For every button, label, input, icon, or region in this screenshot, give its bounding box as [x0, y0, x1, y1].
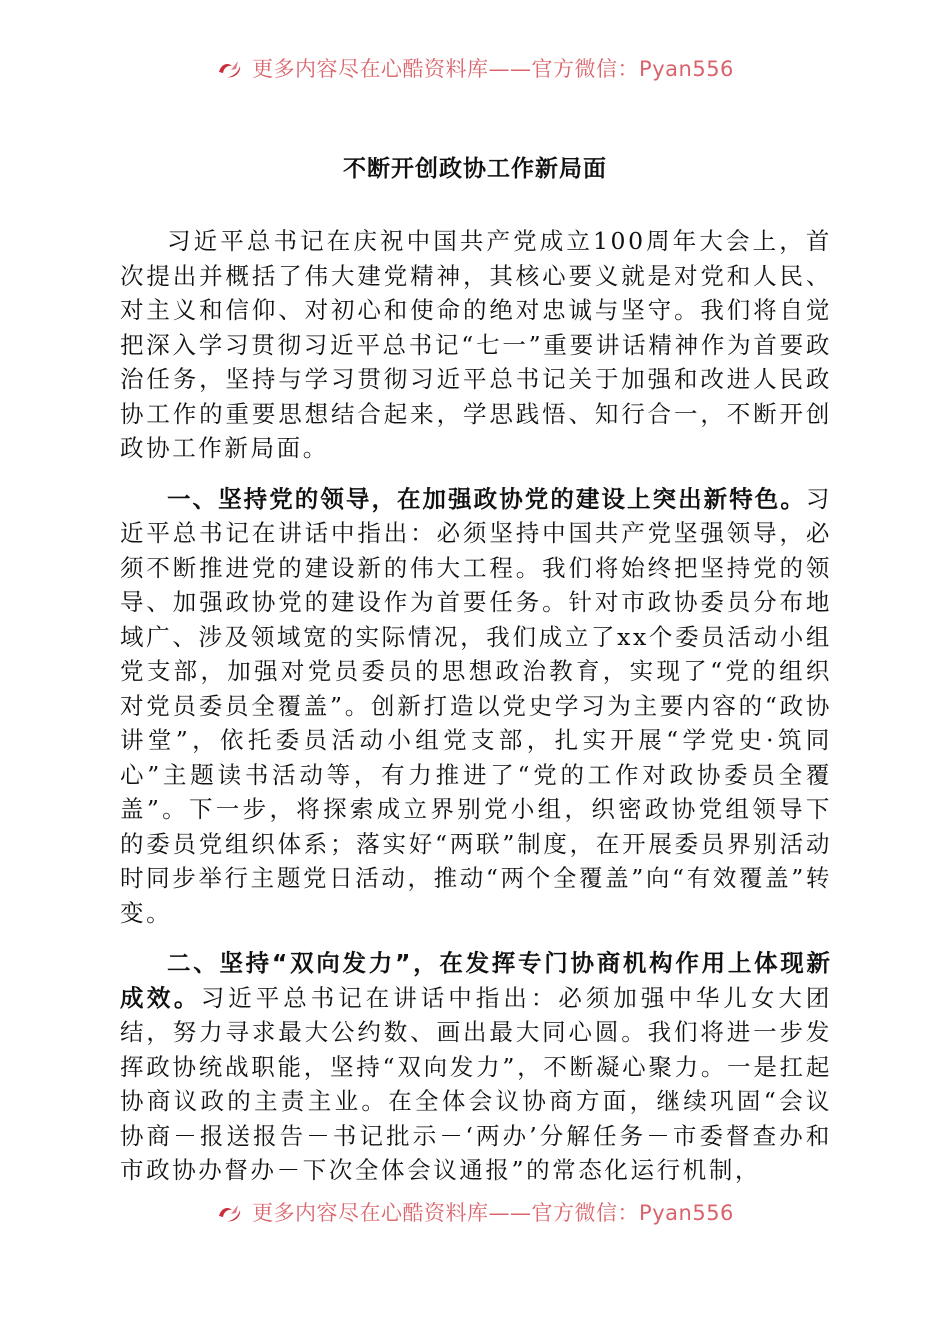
watermark-bottom	[0, 1200, 950, 1226]
paragraph-text: 习近平总书记在讲话中指出：必须坚持中国共产党坚强领导，必须不断推进党的建设新的伟大工程。我们将始终把坚持党的领导、加强政协党的建设作为首要任务。针对市政协委员分布地域广、涉及领域宽的实际情况，我们成立了xx个委员活动小组党支部，加强对党员委员的思想政治教育，实现了“党的组织对党员委员全覆盖”。创新打造以党史学习为主要内容的“政协讲堂”，依托委员活动小组党支部，扎实开展“学党史·筑同心”主题读书活动等，有力推进了“党的工作对政协委员全覆盖”。下一步，将探索成立界别党小组，织密政协党组领导下的委员党组织体系；落实好“两联”制度，在开展委员界别活动时同步举行主题党日活动，推动“两个全覆盖”向“有效覆盖”转变。	[120, 484, 832, 927]
paragraph-text: 习近平总书记在讲话中指出：必须加强中华儿女大团结，努力寻求最大公约数、画出最大同心圆。我们将进一步发挥政协统战职能，坚持“双向发力”，不断凝心聚力。一是扛起协商议政的主责主业。在全体会议协商方面，继续巩固“会议协商－报送报告－书记批示－‘两办’分解任务－市委督查办和市政协办督办－下次全体会议通报”的常态化运行机制，	[120, 983, 832, 1184]
document-title: 不断开创政协工作新局面	[343, 155, 607, 182]
brand-logo-icon	[216, 58, 244, 80]
paragraph-section-2	[120, 946, 832, 1188]
paragraph-section-1	[120, 482, 832, 931]
watermark-text: 更多内容尽在心酷资料库——官方微信：Pyan556	[252, 1201, 734, 1225]
paragraph-text: 习近平总书记在庆祝中国共产党成立100周年大会上，首次提出并概括了伟大建党精神，其核心要义就是对党和人民、对主义和信仰、对初心和使命的绝对忠诚与坚守。我们将自觉把深入学习贯彻习近平总书记“七一”重要讲话精神作为首要政治任务，坚持与学习贯彻习近平总书记关于加强和改进人民政协工作的重要思想结合起来，学思践悟、知行合一，不断开创政协工作新局面。	[120, 227, 832, 462]
document-body	[120, 224, 832, 1204]
section-heading: 一、坚持党的领导，在加强政协党的建设上突出新特色。	[167, 484, 806, 513]
brand-logo-icon	[216, 1202, 244, 1224]
watermark-top	[0, 56, 950, 82]
watermark-text: 更多内容尽在心酷资料库——官方微信：Pyan556	[252, 57, 734, 81]
section-heading: 二、坚持“双向发力”，在发挥专门协商机构作用上体现新成效。	[120, 949, 832, 1012]
paragraph-intro	[120, 224, 832, 466]
